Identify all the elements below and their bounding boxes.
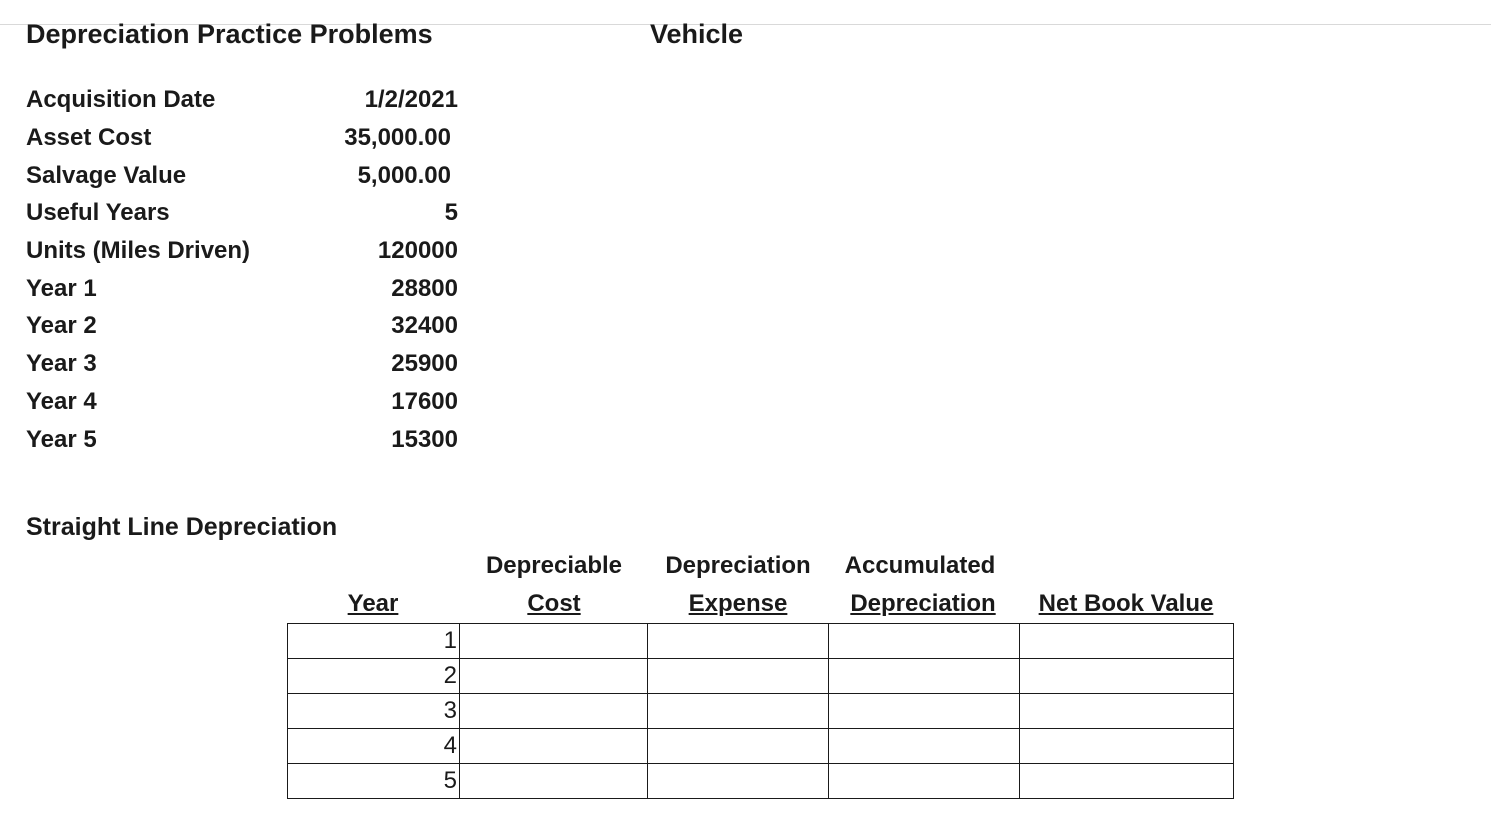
accumulated-depreciation-cell[interactable] <box>829 729 1020 764</box>
depreciation-expense-cell[interactable] <box>648 764 829 799</box>
year-header: Year <box>347 590 399 617</box>
table-row <box>288 659 1234 694</box>
depreciation-expense-cell[interactable] <box>648 624 829 659</box>
salvage-value-value[interactable]: 5,000.00 <box>357 162 451 189</box>
asset-name: Vehicle <box>650 19 744 49</box>
year-5-label: Year 5 <box>26 426 97 453</box>
table-row <box>288 694 1234 729</box>
units-label: Units (Miles Driven) <box>26 237 251 264</box>
year-1-miles[interactable]: 28800 <box>391 275 458 302</box>
depreciation-expense-cell[interactable] <box>648 659 829 694</box>
depreciation-expense-header-top: Depreciation <box>665 552 811 579</box>
year-3-label: Year 3 <box>26 350 97 377</box>
useful-years-value[interactable]: 5 <box>444 199 458 226</box>
accumulated-depreciation-cell[interactable] <box>829 624 1020 659</box>
net-book-value-cell[interactable] <box>1020 624 1234 659</box>
units-value[interactable]: 120000 <box>377 237 458 264</box>
depreciation-expense-cell[interactable] <box>648 694 829 729</box>
straight-line-title: Straight Line Depreciation <box>26 513 338 541</box>
year-cell[interactable]: 4 <box>288 729 460 764</box>
depreciable-cost-cell[interactable] <box>460 729 648 764</box>
year-cell[interactable]: 1 <box>288 624 460 659</box>
year-4-label: Year 4 <box>26 388 97 415</box>
depreciation-expense-cell[interactable] <box>648 729 829 764</box>
net-book-value-cell[interactable] <box>1020 729 1234 764</box>
accumulated-depreciation-cell[interactable] <box>829 764 1020 799</box>
year-5-miles[interactable]: 15300 <box>391 426 458 453</box>
acquisition-date-label: Acquisition Date <box>26 86 216 113</box>
year-cell[interactable]: 3 <box>288 694 460 729</box>
year-2-miles[interactable]: 32400 <box>391 312 458 339</box>
sheet-title: Depreciation Practice Problems <box>26 19 433 49</box>
year-4-miles[interactable]: 17600 <box>391 388 458 415</box>
depreciable-cost-cell[interactable] <box>460 694 648 729</box>
net-book-value-cell[interactable] <box>1020 694 1234 729</box>
depreciable-cost-cell[interactable] <box>460 764 648 799</box>
accumulated-depreciation-cell[interactable] <box>829 659 1020 694</box>
year-3-miles[interactable]: 25900 <box>391 350 458 377</box>
straight-line-table <box>287 623 1234 799</box>
net-book-value-header: Net Book Value <box>1038 590 1214 617</box>
accumulated-depreciation-cell[interactable] <box>829 694 1020 729</box>
table-row <box>288 764 1234 799</box>
depreciable-cost-cell[interactable] <box>460 659 648 694</box>
year-1-label: Year 1 <box>26 275 97 302</box>
useful-years-label: Useful Years <box>26 199 170 226</box>
asset-cost-value[interactable]: 35,000.00 <box>344 124 451 151</box>
accumulated-depreciation-header-top: Accumulated <box>844 552 996 579</box>
accumulated-depreciation-header-bottom: Depreciation <box>850 590 996 617</box>
depreciable-cost-cell[interactable] <box>460 624 648 659</box>
salvage-value-label: Salvage Value <box>26 162 187 189</box>
year-2-label: Year 2 <box>26 312 97 339</box>
table-row <box>288 624 1234 659</box>
depreciation-expense-header-bottom: Expense <box>688 590 788 617</box>
table-row <box>288 729 1234 764</box>
net-book-value-cell[interactable] <box>1020 764 1234 799</box>
year-cell[interactable]: 5 <box>288 764 460 799</box>
acquisition-date-value[interactable]: 1/2/2021 <box>364 86 458 113</box>
depreciable-cost-header-top: Depreciable <box>485 552 623 579</box>
depreciable-cost-header-bottom: Cost <box>527 590 581 617</box>
asset-cost-label: Asset Cost <box>26 124 152 151</box>
year-cell[interactable]: 2 <box>288 659 460 694</box>
net-book-value-cell[interactable] <box>1020 659 1234 694</box>
